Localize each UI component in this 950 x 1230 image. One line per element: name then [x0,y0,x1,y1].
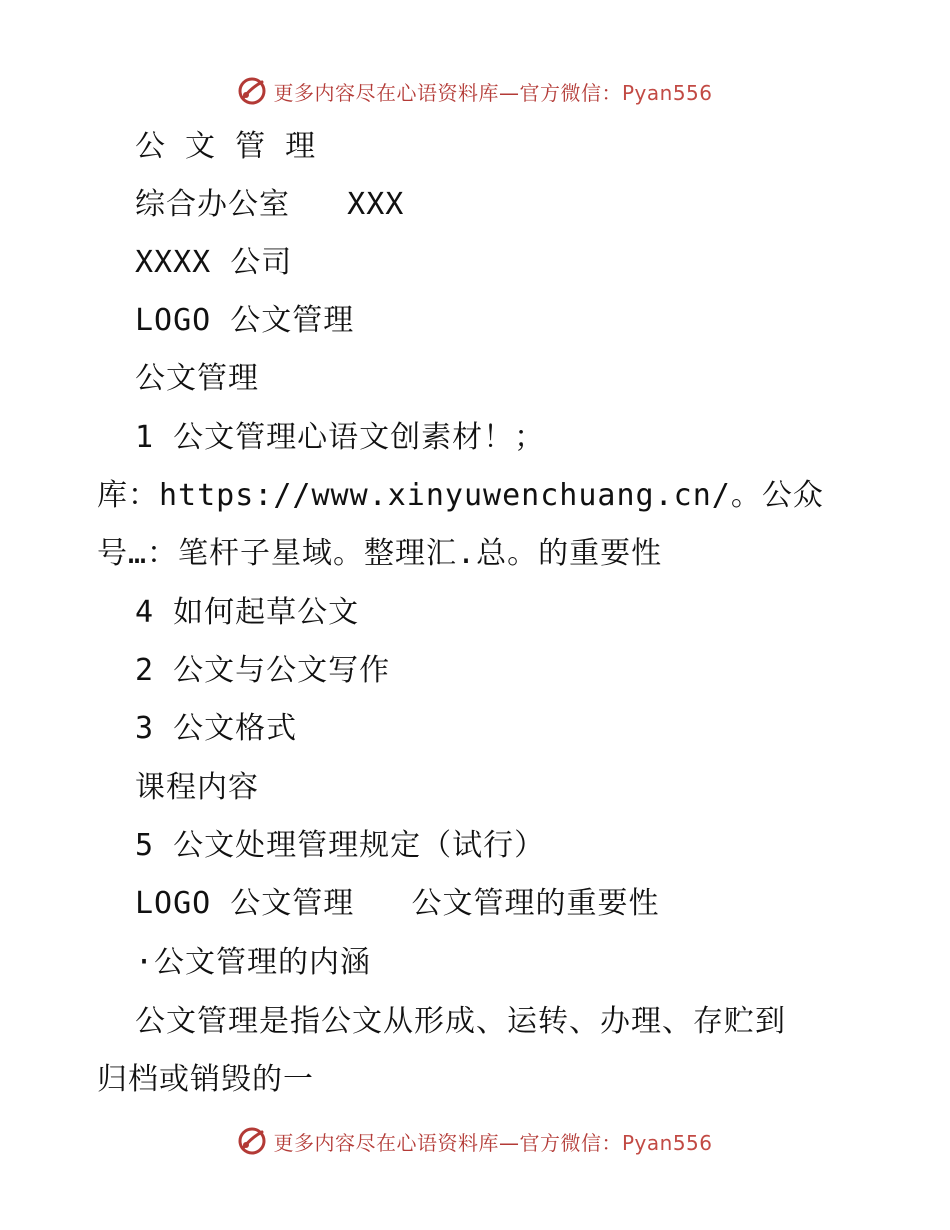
doc-line: ·公文管理的内涵 [135,945,372,980]
doc-line: 号…：笔杆子星域。整理汇.总。的重要性 [97,536,663,571]
doc-line: 课程内容 [135,770,259,805]
doc-line: 1 公文管理心语文创素材！； [135,420,546,455]
doc-line: 综合办公室 XXX [135,187,405,222]
doc-line: LOGO 公文管理 公文管理的重要性 [135,886,660,921]
watermark-text: 更多内容尽在心语资料库—官方微信：Pyan556 [273,1130,713,1155]
doc-line: 2 公文与公文写作 [135,653,391,688]
doc-line: LOGO 公文管理 [135,303,355,338]
brush-logo-icon [237,1126,267,1156]
doc-line: 归档或销毁的一 [97,1062,314,1097]
wechat-id: Pyan556 [621,80,713,105]
doc-line: 公文管理是指公文从形成、运转、办理、存贮到 [135,1004,786,1039]
doc-line: XXXX 公司 [135,245,293,280]
watermark-text: 更多内容尽在心语资料库—官方微信：Pyan556 [273,80,713,105]
doc-title: 公 文 管 理 [135,129,317,164]
footer-watermark-banner [0,1121,950,1161]
doc-line: 4 如何起草公文 [135,595,360,630]
doc-line: 5 公文处理管理规定（试行） [135,828,546,863]
doc-line: 3 公文格式 [135,711,298,746]
doc-line: 库：https://www.xinyuwenchuang.cn/。公众 [97,478,824,513]
doc-line: 公文管理 [135,361,259,396]
wechat-id: Pyan556 [621,1130,713,1155]
